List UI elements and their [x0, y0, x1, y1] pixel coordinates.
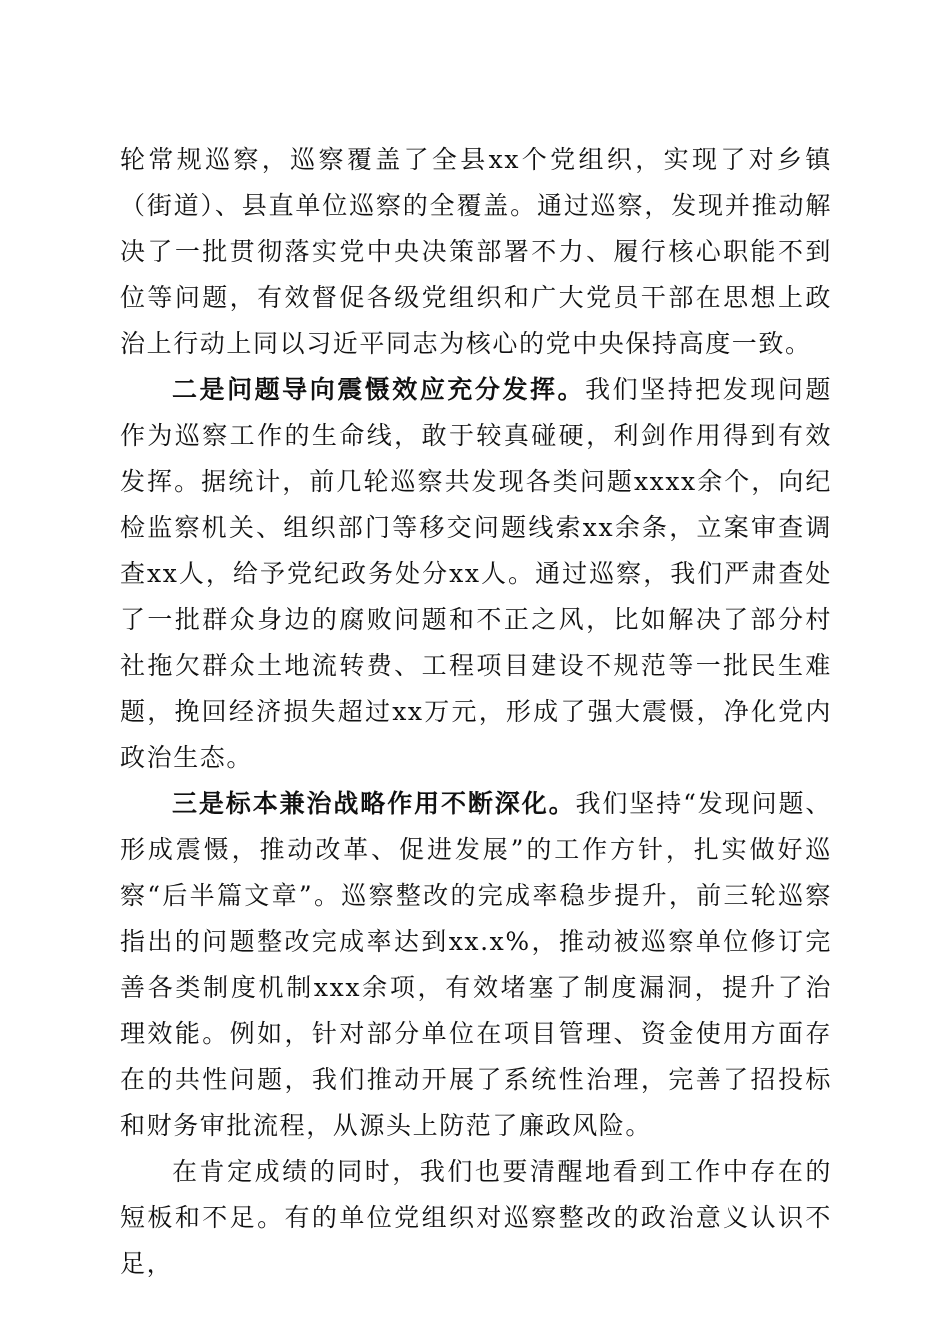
- paragraph-text: 在肯定成绩的同时，我们也要清醒地看到工作中存在的短板和不足。有的单位党组织对巡察整改的政治意义认识不足，: [120, 1157, 832, 1278]
- paragraph-text: 轮常规巡察，巡察覆盖了全县xx个党组织，实现了对乡镇（街道）、县直单位巡察的全覆盖。通过巡察，发现并推动解决了一批贯彻落实党中央决策部署不力、履行核心职能不到位等问题，有效督促各级党组织和广大党员干部在思想上政治上行动上同以习近平同志为核心的党中央保持高度一致。: [120, 145, 832, 358]
- paragraph-problem-orientation: [120, 367, 832, 781]
- paragraph-text: 我们坚持“发现问题、形成震慑，推动改革、促进发展”的工作方针，扎实做好巡察“后半篇文章”。巡察整改的完成率稳步提升，前三轮巡察指出的问题整改完成率达到xx.x%，推动被巡察单位修订完善各类制度机制xxx余项，有效堵塞了制度漏洞，提升了治理效能。例如，针对部分单位在项目管理、资金使用方面存在的共性问题，我们推动开展了系统性治理，完善了招投标和财务审批流程，从源头上防范了廉政风险。: [120, 789, 832, 1140]
- paragraph-coverage: [120, 137, 832, 367]
- paragraph-lead: 二是问题导向震慑效应充分发挥。: [172, 375, 586, 404]
- paragraph-text: 我们坚持把发现问题作为巡察工作的生命线，敢于较真碰硬，利剑作用得到有效发挥。据统计，前几轮巡察共发现各类问题xxxx余个，向纪检监察机关、组织部门等移交问题线索xx余条，立案审查调查xx人，给予党纪政务处分xx人。通过巡察，我们严肃查处了一批群众身边的腐败问题和不正之风，比如解决了部分村社拖欠群众土地流转费、工程项目建设不规范等一批民生难题，挽回经济损失超过xx万元，形成了强大震慑，净化党内政治生态。: [120, 375, 832, 772]
- paragraph-lead: 三是标本兼治战略作用不断深化。: [172, 789, 576, 818]
- document-body: [120, 137, 832, 1287]
- paragraph-root-and-branch: [120, 781, 832, 1149]
- paragraph-shortcomings: [120, 1149, 832, 1287]
